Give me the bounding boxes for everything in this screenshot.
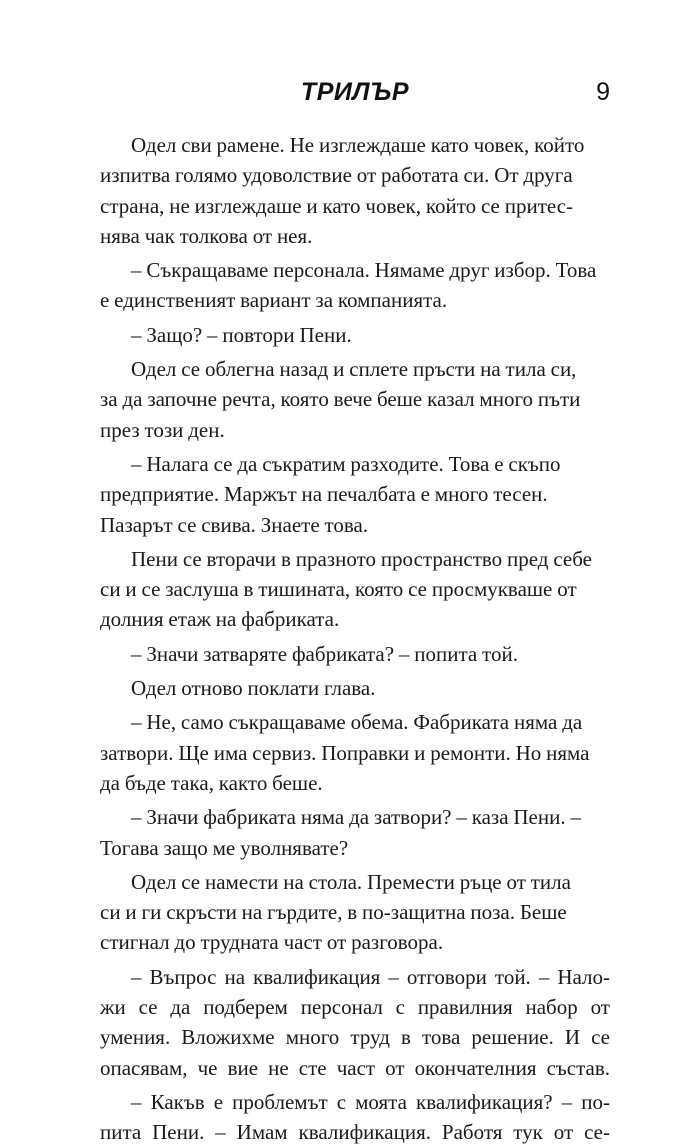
paragraph bbox=[100, 130, 610, 251]
page-header bbox=[100, 76, 610, 116]
text-line: – Съкращаваме персонала. Нямаме друг избор. Това bbox=[131, 258, 597, 283]
text-line: – Значи фабриката няма да затвори? – каза Пени. – bbox=[131, 805, 581, 830]
text-line: Одел отново поклати глава. bbox=[131, 676, 376, 701]
text-line: Одел се намести на стола. Премести ръце от тила bbox=[131, 869, 571, 894]
text-line: изпитва голямо удоволствие от работата си. От друга bbox=[100, 163, 573, 188]
text-line: да бъде така, както беше. bbox=[100, 770, 323, 795]
text-line: стигнал до трудната част от разговора. bbox=[100, 930, 444, 955]
paragraph bbox=[100, 1087, 610, 1148]
paragraph bbox=[100, 544, 610, 635]
text-line: Пазарът се свива. Знаете това. bbox=[100, 512, 369, 537]
text-line: опасявам, че вие не сте част от окончателния състав. bbox=[100, 1055, 610, 1080]
text-line: Пени се вторачи в празното пространство пред себе bbox=[131, 546, 592, 571]
running-title: ТРИЛЪР bbox=[300, 78, 410, 106]
text-line: през този ден. bbox=[100, 417, 225, 442]
text-line: – Въпрос на квалификация – отговори той. – Нало- bbox=[131, 964, 610, 989]
paragraph bbox=[100, 802, 610, 863]
paragraph bbox=[100, 255, 610, 316]
text-line: Одел сви рамене. Не изглеждаше като човек, който bbox=[131, 133, 585, 157]
text-line: – Налага се да съкратим разходите. Това е скъпо bbox=[131, 451, 561, 476]
text-line: – Защо? – повтори Пени. bbox=[131, 322, 352, 347]
text-line: за да започне речта, която вече беше казал много пъти bbox=[100, 387, 581, 412]
text-line: нява чак толкова от нея. bbox=[100, 223, 313, 248]
text-line: Тогава защо ме уволнявате? bbox=[100, 835, 349, 860]
body-text bbox=[100, 130, 610, 1148]
paragraph bbox=[100, 962, 610, 1083]
paragraph bbox=[100, 639, 610, 669]
text-line: си и ги скръсти на гърдите, в по-защитна поза. Беше bbox=[100, 900, 567, 925]
text-line: е единственият вариант за компанията. bbox=[100, 288, 448, 313]
text-line: предприятие. Маржът на печалбата е много тесен. bbox=[100, 482, 548, 507]
text-line: страна, не изглеждаше и като човек, който се притес- bbox=[100, 193, 574, 218]
text-line: пита Пени. – Имам квалификация. Работя тук от се- bbox=[100, 1120, 610, 1145]
paragraph bbox=[100, 707, 610, 798]
paragraph bbox=[100, 320, 610, 350]
text-line: – Не, само съкращаваме обема. Фабриката няма да bbox=[131, 710, 583, 735]
text-line: си и се заслуша в тишината, която се просмукваше от bbox=[100, 577, 577, 602]
text-line: Одел се облегна назад и сплете пръсти на тила си, bbox=[131, 357, 577, 382]
text-line: затвори. Ще има сервиз. Поправки и ремонти. Но няма bbox=[100, 740, 590, 765]
paragraph bbox=[100, 673, 610, 703]
text-line: – Какъв е проблемът с моята квалификация? – по- bbox=[131, 1089, 610, 1114]
paragraph bbox=[100, 867, 610, 958]
text-line: долния етаж на фабриката. bbox=[100, 607, 340, 632]
text-line: умения. Вложихме много труд в това решение. И се bbox=[100, 1025, 610, 1050]
paragraph bbox=[100, 449, 610, 540]
paragraph bbox=[100, 354, 610, 445]
page-number: 9 bbox=[596, 78, 610, 106]
text-line: – Значи затваряте фабриката? – попита той. bbox=[131, 641, 518, 666]
text-line: жи се да подберем персонал с правилния набор от bbox=[100, 995, 610, 1020]
